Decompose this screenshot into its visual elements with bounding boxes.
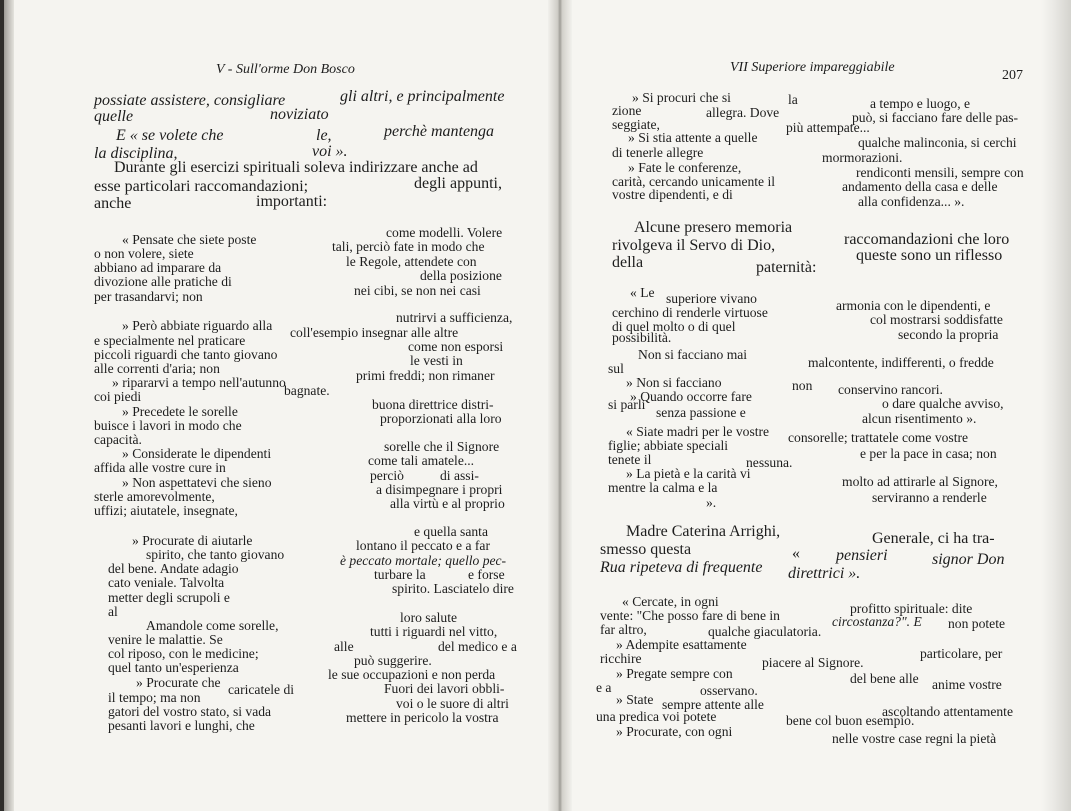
text-line: » Precedete le sorelle [122, 404, 238, 419]
text-line: superiore vivano [666, 291, 757, 306]
text-line: piccoli riguardi che tanto giovano [94, 347, 278, 362]
text-line: nutrirvi a sufficienza, [396, 310, 513, 325]
text-line: vente: "Che posso fare di bene in [600, 608, 780, 623]
text-line: e specialmente nel praticare [94, 333, 246, 348]
text-line: come non esporsi [408, 339, 504, 354]
text-line: serviranno a renderle [872, 490, 987, 505]
text-line: nelle vostre case regni la pietà [832, 731, 997, 746]
text-line: metter degli scrupoli e [108, 590, 230, 605]
text-line: come tali amatele... [368, 453, 475, 468]
text-line: come modelli. Volere [386, 225, 503, 240]
text-line: sterle amorevolmente, [94, 489, 215, 504]
text-line: a disimpegnare i propri [376, 482, 503, 497]
text-line: » Fate le conferenze, [628, 160, 742, 175]
text-line: Amandole come sorelle, [146, 618, 279, 633]
text-line: Rua ripeteva di frequente [600, 559, 763, 576]
text-line: noviziato [270, 106, 329, 123]
text-line: » Adempite esattamente [616, 637, 747, 652]
text-line: allegra. Dove [706, 105, 780, 120]
text-line: perchè mantenga [384, 123, 495, 140]
text-line: » Non aspettatevi che sieno [122, 475, 272, 490]
text-line: « Siate madri per le vostre [626, 424, 770, 439]
text-line: » Però abbiate riguardo alla [122, 318, 273, 333]
text-line: » Procurate che [136, 675, 221, 690]
text-line: spirito. Lasciatelo dire [392, 581, 514, 596]
text-line: » Considerate le dipendenti [122, 446, 272, 461]
text-line: ascoltando attentamente [882, 704, 1013, 719]
text-line: è peccato mortale; quello pec- [340, 553, 507, 568]
text-line: del bene. Andate adagio [108, 561, 239, 576]
text-line: rivolgeva il Servo di Dio, [612, 237, 776, 254]
text-line: » ripararvi a tempo nell'autunno [112, 375, 286, 390]
text-line: alle [334, 639, 354, 654]
text-line: la disciplina, [94, 145, 178, 162]
text-line: » La pietà e la carità vi [626, 466, 751, 481]
text-line: primi freddi; non rimaner [356, 368, 495, 383]
text-line: a tempo e luogo, e [870, 96, 971, 111]
text-line: tenete il [608, 452, 652, 467]
text-line: quel tanto un'esperienza [108, 660, 239, 675]
text-line: gatori del vostro stato, si vada [108, 704, 272, 719]
running-header-left: V - Sull'orme Don Bosco [216, 62, 355, 77]
text-line: importanti: [256, 193, 328, 210]
text-line: può suggerire. [354, 653, 432, 668]
text-line: » State [616, 692, 654, 707]
text-line: abbiano ad imparare da [94, 260, 222, 275]
text-line: figlie; abbiate speciali [608, 438, 729, 453]
text-line: possiate assistere, consigliare [94, 92, 286, 109]
text-line: alcun risentimento ». [862, 411, 977, 426]
text-line: del bene alle [850, 671, 919, 686]
text-line: ricchire [600, 651, 642, 666]
text-line: degli appunti, [414, 175, 502, 192]
text-line: » Quando occorre fare [630, 389, 752, 404]
text-line: paternità: [756, 259, 817, 276]
text-line: sorelle che il Signore [384, 439, 500, 454]
text-line: alla confidenza... ». [858, 194, 965, 209]
text-line: alla virtù e al proprio [390, 496, 505, 511]
text-line: le sue occupazioni e non perda [328, 667, 496, 682]
text-line: della [612, 254, 644, 271]
text-line: cerchino di renderle virtuose [612, 305, 768, 320]
text-line: mettere in pericolo la vostra [346, 710, 499, 725]
text-line: seggiate, [612, 117, 660, 132]
text-line: proporzionati alla loro [380, 411, 502, 426]
text-line: signor Don [932, 551, 1005, 568]
text-line: divozione alle pratiche di [94, 274, 232, 289]
text-line: piacere al Signore. [762, 655, 864, 670]
text-line: coll'esempio insegnar alle altre [290, 325, 459, 340]
text-line: col riposo, con le medicine; [108, 646, 259, 661]
text-line: le, [316, 127, 332, 144]
text-line: e quella santa [414, 524, 488, 539]
text-line: raccomandazioni che loro [844, 231, 1010, 248]
text-line: andamento della casa e delle [842, 179, 998, 194]
text-line: pensieri [836, 547, 888, 564]
text-line: il tempo; ma non [108, 690, 201, 705]
text-line: » Procurate, con ogni [616, 724, 733, 739]
text-line: conservino rancori. [838, 382, 943, 397]
text-line: Fuori dei lavori obbli- [384, 681, 505, 696]
text-line: e forse [468, 567, 505, 582]
text-line: Alcune presero memoria [634, 219, 793, 236]
text-line: della posizione [420, 268, 502, 283]
text-line: » Si procuri che si [632, 90, 731, 105]
text-line: qualche malinconia, si cerchi [858, 135, 1017, 150]
text-line: al [108, 604, 118, 619]
text-line: lontano il peccato e a far [356, 538, 490, 553]
text-line: tutti i riguardi nel vitto, [370, 624, 498, 639]
text-line: bagnate. [284, 383, 330, 398]
text-line: più attempate... [786, 120, 870, 135]
text-line: può, si facciano fare delle pas- [852, 110, 1019, 125]
text-line: pesanti lavori e lunghi, che [108, 718, 255, 733]
text-line: particolare, per [920, 646, 1003, 661]
text-line: profitto spirituale: dite [850, 601, 973, 616]
text-line: far altro, [600, 622, 647, 637]
text-line: « Cercate, in ogni [622, 594, 719, 609]
text-line: gli altri, e principalmente [340, 88, 505, 105]
running-header-right: VII Superiore impareggiabile [730, 60, 895, 75]
text-line: Generale, ci ha tra- [872, 530, 995, 547]
text-line: direttrici ». [788, 565, 861, 582]
text-line: turbare la [374, 567, 426, 582]
text-line: » Pregate sempre con [616, 666, 733, 681]
text-line: di assi- [440, 468, 479, 483]
text-line: per trasandarvi; non [94, 289, 203, 304]
text-line: senza passione e [656, 405, 746, 420]
text-line: una predica voi potete [596, 709, 717, 724]
text-line: nessuna. [746, 455, 793, 470]
text-line: qualche giaculatoria. [708, 624, 822, 639]
text-line: vostre dipendenti, e di [612, 187, 733, 202]
text-line: tali, perciò fate in modo che [332, 239, 485, 254]
text-line: circostanza?". E [832, 614, 922, 629]
right-page [560, 0, 1071, 811]
text-line: venire le malattie. Se [108, 632, 223, 647]
text-line: le vesti in [410, 353, 463, 368]
book-gutter [548, 0, 572, 811]
text-line: possibilità. [612, 330, 672, 345]
text-line: sul [608, 361, 624, 376]
text-line: nei cibi, se non nei casi [354, 283, 481, 298]
text-line: le Regole, attendete con [346, 254, 477, 269]
text-line: mentre la calma e la [608, 480, 718, 495]
text-line: quelle [94, 108, 134, 125]
text-line: loro salute [400, 610, 458, 625]
text-line: la [788, 92, 798, 107]
text-line: coi piedi [94, 389, 142, 404]
text-line: osservano. [700, 683, 758, 698]
text-line: anime vostre [932, 677, 1002, 692]
text-line: molto ad attirarle al Signore, [842, 474, 998, 489]
text-line: rendiconti mensili, sempre con [856, 165, 1024, 180]
text-line: col mostrarsi soddisfatte [870, 312, 1003, 327]
text-line: spirito, che tanto giovano [146, 547, 285, 562]
text-line: non [792, 378, 813, 393]
text-line: non potete [948, 616, 1006, 631]
text-line: queste sono un riflesso [856, 247, 1003, 264]
text-line: esse particolari raccomandazioni; [94, 178, 309, 195]
text-line: caricatele di [228, 682, 295, 697]
text-line: e per la pace in casa; non [860, 446, 997, 461]
text-line: voi o le suore di altri [396, 696, 509, 711]
text-line: carità, cercando unicamente il [612, 174, 776, 189]
text-line: di tenerle allegre [612, 145, 704, 160]
text-line: consorelle; trattatele come vostre [788, 430, 969, 445]
text-line: Durante gli esercizi spirituali soleva indirizzare anche ad [114, 159, 478, 176]
text-line: cato veniale. Talvolta [108, 575, 225, 590]
text-line: perciò [370, 468, 404, 483]
text-line: affida alle vostre cure in [94, 460, 226, 475]
text-line: « Le [630, 285, 655, 300]
text-line: o non volere, siete [94, 246, 194, 261]
text-line: di quel molto o di quel [612, 319, 736, 334]
page-edge-bleed [0, 0, 4, 811]
text-line: alle correnti d'aria; non [94, 361, 220, 376]
text-line: » Si stia attente a quelle [628, 130, 758, 145]
text-line: smesso questa [600, 541, 692, 558]
text-line: secondo la propria [898, 327, 999, 342]
text-line: uffizi; aiutatele, insegnate, [94, 503, 238, 518]
text-line: voi ». [312, 143, 348, 160]
text-line: » Non si facciano [626, 375, 722, 390]
text-line: » Procurate di aiutarle [132, 533, 253, 548]
text-line: anche [94, 195, 132, 212]
text-line: buisce i lavori in modo che [94, 418, 242, 433]
text-line: bene col buon esempio. [786, 713, 915, 728]
text-line: « Pensate che siete poste [122, 232, 257, 247]
text-line: si parli [608, 397, 646, 412]
text-line: e a [596, 680, 612, 695]
text-line: malcontente, indifferenti, o fredde [808, 355, 994, 370]
text-line: Non si facciano mai [638, 347, 748, 362]
text-line: sempre attente alle [662, 697, 764, 712]
text-line: zione [612, 103, 642, 118]
text-line: « [792, 545, 800, 562]
page-edge-shadow-right [1041, 0, 1071, 811]
text-line: Madre Caterina Arrighi, [626, 523, 781, 540]
page-number: 207 [1002, 68, 1023, 83]
text-line: o dare qualche avviso, [882, 396, 1004, 411]
text-line: ». [706, 495, 717, 510]
text-line: del medico e a [438, 639, 517, 654]
text-line: E « se volete che [116, 127, 224, 144]
text-line: armonia con le dipendenti, e [836, 298, 991, 313]
text-line: capacità. [94, 432, 142, 447]
text-line: buona direttrice distri- [372, 397, 494, 412]
text-line: mormorazioni. [822, 150, 903, 165]
